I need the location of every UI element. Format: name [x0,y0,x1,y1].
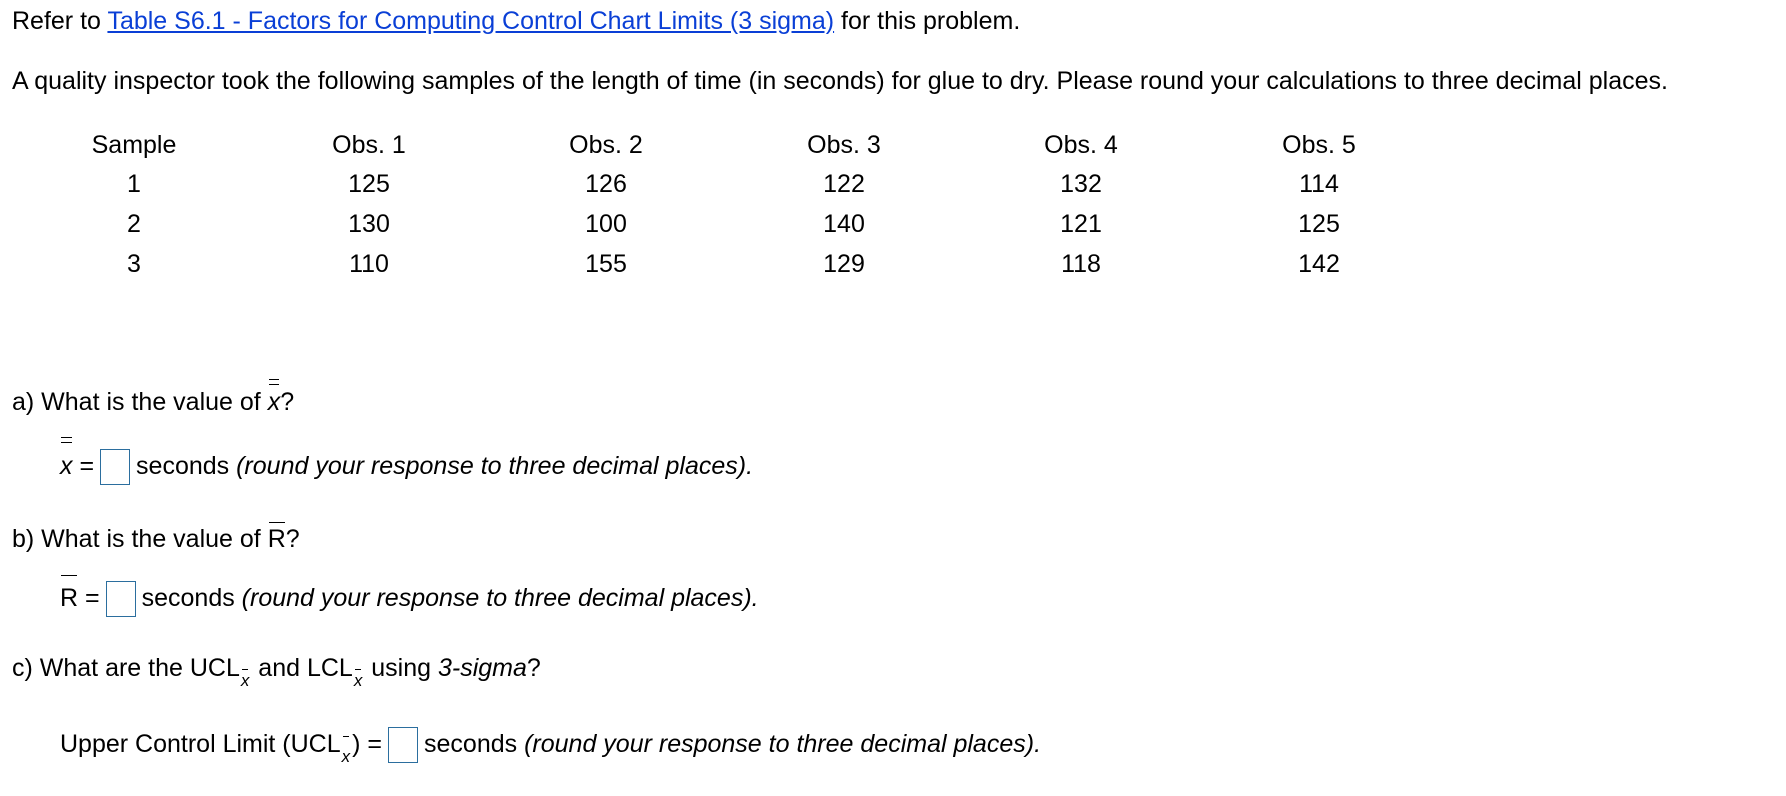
header-obs-4: Obs. 4 [1044,131,1118,159]
table-cell: 122 [823,170,865,198]
answer-c-ucl-row [60,726,1041,765]
question-b-text: b) What is the value of [12,525,268,553]
header-obs-5: Obs. 5 [1282,131,1356,159]
question-c-text-2: and LCL [251,654,353,682]
problem-description: A quality inspector took the following samples of the length of time (in seconds) for glue to dry. Please round your calculations to three decimal places. [12,67,1668,95]
table-cell: 121 [1060,210,1102,238]
x-bar-subscript: x [353,671,363,690]
ucl-input[interactable] [388,727,418,763]
ucl-label: Upper Control Limit (UCL [60,730,341,758]
table-cell: 118 [1061,250,1101,278]
table-cell: 155 [585,250,627,278]
answer-a-row [60,448,753,485]
table-cell: 114 [1299,170,1339,198]
table-cell: 130 [348,210,390,238]
table-cell: 110 [349,250,389,278]
question-c-end: ? [526,654,541,682]
x-bar-subscript: x [342,739,351,775]
table-cell: 132 [1060,170,1102,198]
question-a-end: ? [280,388,295,416]
question-b [12,527,300,552]
question-c-text-3: using [364,654,438,682]
rounding-hint: (round your response to three decimal places). [241,584,759,612]
x-bar-subscript: x [240,671,250,690]
rounding-hint: (round your response to three decimal places). [236,452,754,480]
x-double-bar-symbol: x [60,448,73,484]
rounding-hint: (round your response to three decimal places). [524,730,1042,758]
intro-suffix: for this problem. [834,7,1021,35]
intro-prefix: Refer to [12,7,108,35]
table-cell: 125 [348,170,390,198]
equals-sign: = [78,584,100,612]
x-double-bar-input[interactable] [100,449,130,485]
table-cell: 126 [585,170,627,198]
table-cell: 142 [1298,250,1340,278]
r-bar-symbol: R [60,580,78,616]
header-obs-2: Obs. 2 [569,131,643,159]
question-a-text: a) What is the value of [12,388,268,416]
question-b-end: ? [285,525,300,553]
r-bar-symbol: R [267,525,286,553]
header-sample: Sample [91,131,177,159]
table-cell: 1 [127,170,141,198]
intro-line [12,9,1020,34]
table-cell: 125 [1298,210,1340,238]
question-c-text: c) What are the UCL [12,654,240,682]
header-obs-3: Obs. 3 [807,131,881,159]
x-double-bar-symbol: x [267,388,281,416]
table-cell: 129 [823,250,865,278]
method-label: 3-sigma [438,654,527,682]
question-a [12,390,294,415]
unit-label: seconds [424,730,525,758]
header-obs-1: Obs. 1 [332,131,406,159]
table-cell: 100 [585,210,627,238]
unit-label: seconds [136,452,237,480]
question-c [12,654,541,690]
equals-sign: ) = [352,730,383,758]
unit-label: seconds [141,584,242,612]
equals-sign: = [72,452,95,480]
table-cell: 140 [823,210,865,238]
table-cell: 2 [127,210,141,238]
table-cell: 3 [127,250,141,278]
r-bar-input[interactable] [106,581,136,617]
answer-b-row [60,580,759,617]
factors-table-link[interactable]: Table S6.1 - Factors for Computing Control Chart Limits (3 sigma) [107,7,835,35]
